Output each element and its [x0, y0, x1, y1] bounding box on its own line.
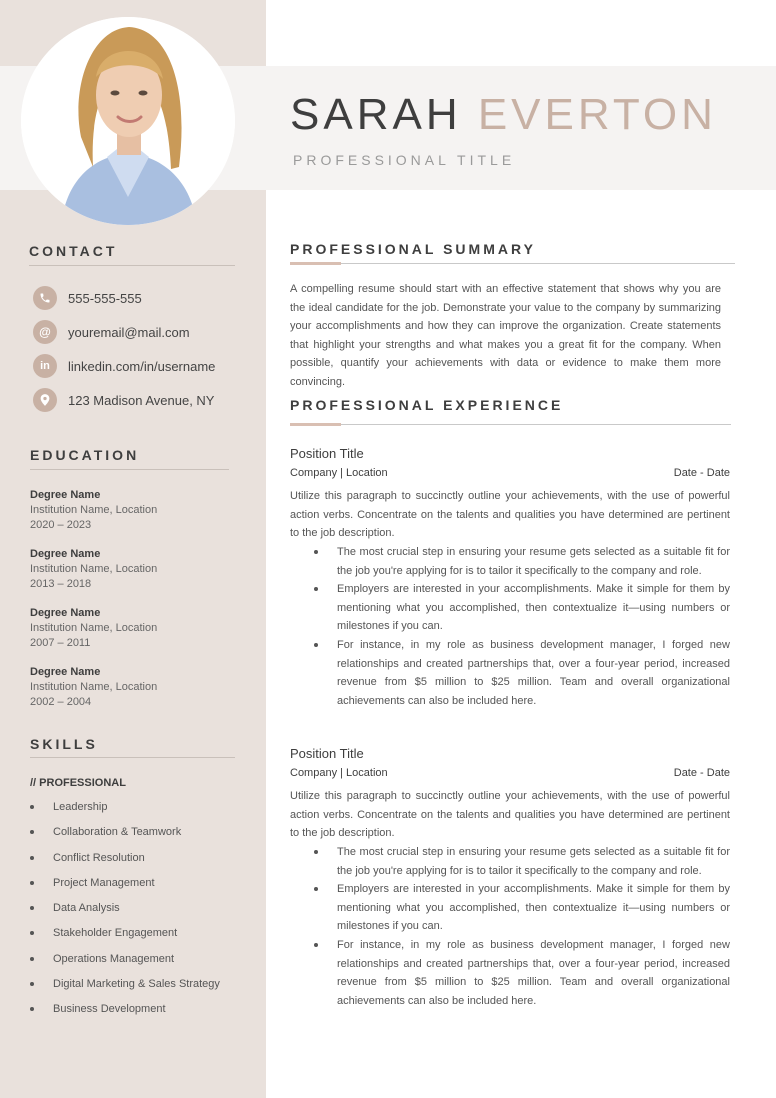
bullet-dot — [314, 587, 318, 591]
skill-item — [30, 927, 177, 939]
skill-label: Project Management — [53, 877, 155, 889]
institution-name: Institution Name, Location — [30, 681, 158, 693]
linkedin-icon: in — [33, 354, 57, 378]
summary-text: A compelling resume should start with an effective statement that shows why you are the ideal candidate for the job. Demonstrate your value to the company by summarizing your accomplishments and how they can improve the organization. Create statements that highlight your strengths and what makes you a great fit for the company. When possible, quantify your achievements with data or evidence to make them more convincing. — [290, 283, 721, 388]
bullet-dot — [30, 881, 34, 885]
bullet-text: For instance, in my role as business development manager, I forged new relationships and created partnerships that, over a four-year period, increased revenue from $5 million to $25 million. Team and overall organizational achievements can also be included here. — [337, 638, 730, 707]
contact-linkedin — [33, 354, 215, 378]
skill-item — [30, 1003, 166, 1015]
skill-item — [30, 801, 107, 813]
bullet-dot — [30, 856, 34, 860]
degree-name: Degree Name — [30, 607, 101, 619]
experience-accent-bar — [290, 423, 341, 426]
skill-item — [30, 852, 145, 864]
skill-item — [30, 826, 181, 838]
bullet-dot — [30, 957, 34, 961]
skill-label: Stakeholder Engagement — [53, 927, 178, 939]
job-bullet — [337, 580, 730, 636]
skill-label: Business Development — [53, 1003, 166, 1015]
bullet-text: For instance, in my role as business development manager, I forged new relationships and created partnerships that, over a four-year period, increased revenue from $5 million to $25 million. Team and overall organizational achievements can also be included here. — [337, 938, 730, 1007]
job-bullet — [337, 936, 730, 1010]
skill-label: Conflict Resolution — [53, 852, 145, 864]
linkedin-text: linkedin.com/in/username — [68, 358, 216, 374]
job-dates: Date - Date — [673, 467, 730, 479]
job-bullet — [337, 543, 730, 580]
job-dates: Date - Date — [673, 767, 730, 779]
degree-name: Degree Name — [30, 489, 101, 501]
skills-heading: SKILLS — [30, 736, 98, 752]
first-name: SARAH — [290, 90, 462, 139]
education-heading: EDUCATION — [30, 447, 140, 463]
education-item — [30, 606, 157, 651]
bullet-text: The most crucial step in ensuring your resume gets selected as a suitable fit for the job you're applying for is to tailor it specifically to the company and role. — [337, 546, 730, 577]
contact-phone — [33, 286, 142, 310]
summary-divider — [290, 263, 735, 264]
contact-heading: CONTACT — [29, 243, 118, 259]
education-item — [30, 665, 157, 710]
contact-divider — [29, 265, 235, 266]
skill-item — [30, 902, 120, 914]
job-bullets — [337, 843, 730, 1010]
education-item — [30, 547, 157, 592]
job-description: Utilize this paragraph to succinctly outline your achievements, with the use of powerful action verbs. Concentrate on the talents and qualities you have determined are pertinent to the job description. — [290, 490, 730, 540]
profile-photo — [21, 17, 235, 225]
last-name: EVERTON — [477, 90, 717, 139]
skills-divider — [30, 757, 235, 758]
experience-heading: PROFESSIONAL EXPERIENCE — [290, 397, 564, 413]
education-item — [30, 488, 157, 533]
contact-address — [33, 388, 214, 412]
bullet-dot — [30, 1007, 34, 1011]
at-icon: @ — [33, 320, 57, 344]
bullet-text: Employers are interested in your accomplishments. Make it simple for them by mentioning what you accomplished, then contextualize it—using numbers or milestones if you can. — [337, 883, 730, 933]
skill-label: Leadership — [53, 801, 108, 813]
address-text: 123 Madison Avenue, NY — [68, 392, 215, 408]
institution-name: Institution Name, Location — [30, 504, 158, 516]
bullet-dot — [314, 850, 318, 854]
institution-name: Institution Name, Location — [30, 622, 158, 634]
skill-item — [30, 877, 155, 889]
phone-icon — [33, 286, 57, 310]
job-bullet — [337, 843, 730, 880]
institution-name: Institution Name, Location — [30, 563, 158, 575]
degree-name: Degree Name — [30, 666, 101, 678]
education-years: 2007 – 2011 — [30, 637, 91, 649]
degree-name: Degree Name — [30, 548, 101, 560]
phone-text: 555-555-555 — [68, 290, 142, 306]
portrait-photo — [21, 17, 235, 225]
education-years: 2013 – 2018 — [30, 578, 92, 590]
skill-label: Operations Management — [53, 953, 175, 965]
position-title: Position Title — [290, 746, 364, 761]
company-location: Company | Location — [290, 467, 388, 479]
position-title: Position Title — [290, 446, 364, 461]
bullet-dot — [314, 887, 318, 891]
skill-label: Digital Marketing & Sales Strategy — [53, 978, 220, 990]
education-divider — [30, 469, 229, 470]
job-bullet — [337, 880, 730, 936]
education-years: 2002 – 2004 — [30, 696, 92, 708]
bullet-text: The most crucial step in ensuring your resume gets selected as a suitable fit for the job you're applying for is to tailor it specifically to the company and role. — [337, 846, 730, 877]
bullet-dot — [30, 982, 34, 986]
experience-divider — [290, 424, 731, 425]
contact-email — [33, 320, 190, 344]
job-bullet — [337, 636, 730, 710]
summary-accent-bar — [290, 262, 341, 265]
bullet-text: Employers are interested in your accomplishments. Make it simple for them by mentioning what you accomplished, then contextualize it—using numbers or milestones if you can. — [337, 583, 730, 633]
person-name — [290, 90, 717, 140]
skill-item — [30, 953, 174, 965]
skill-label: Collaboration & Teamwork — [53, 826, 182, 838]
company-location: Company | Location — [290, 767, 388, 779]
bullet-dot — [30, 805, 34, 809]
bullet-dot — [314, 550, 318, 554]
skill-item — [30, 978, 220, 990]
bullet-dot — [314, 943, 318, 947]
skill-label: Data Analysis — [53, 902, 120, 914]
email-text: youremail@mail.com — [68, 324, 190, 340]
job-bullets — [337, 543, 730, 710]
bullet-dot — [30, 830, 34, 834]
professional-title: PROFESSIONAL TITLE — [293, 152, 516, 168]
job-description: Utilize this paragraph to succinctly outline your achievements, with the use of powerful action verbs. Concentrate on the talents and qualities you have determined are pertinent to the job description. — [290, 790, 730, 840]
bullet-dot — [30, 931, 34, 935]
skills-subheading: // PROFESSIONAL — [30, 777, 126, 789]
bullet-dot — [314, 643, 318, 647]
summary-heading: PROFESSIONAL SUMMARY — [290, 241, 536, 257]
education-years: 2020 – 2023 — [30, 519, 92, 531]
location-icon — [33, 388, 57, 412]
bullet-dot — [30, 906, 34, 910]
